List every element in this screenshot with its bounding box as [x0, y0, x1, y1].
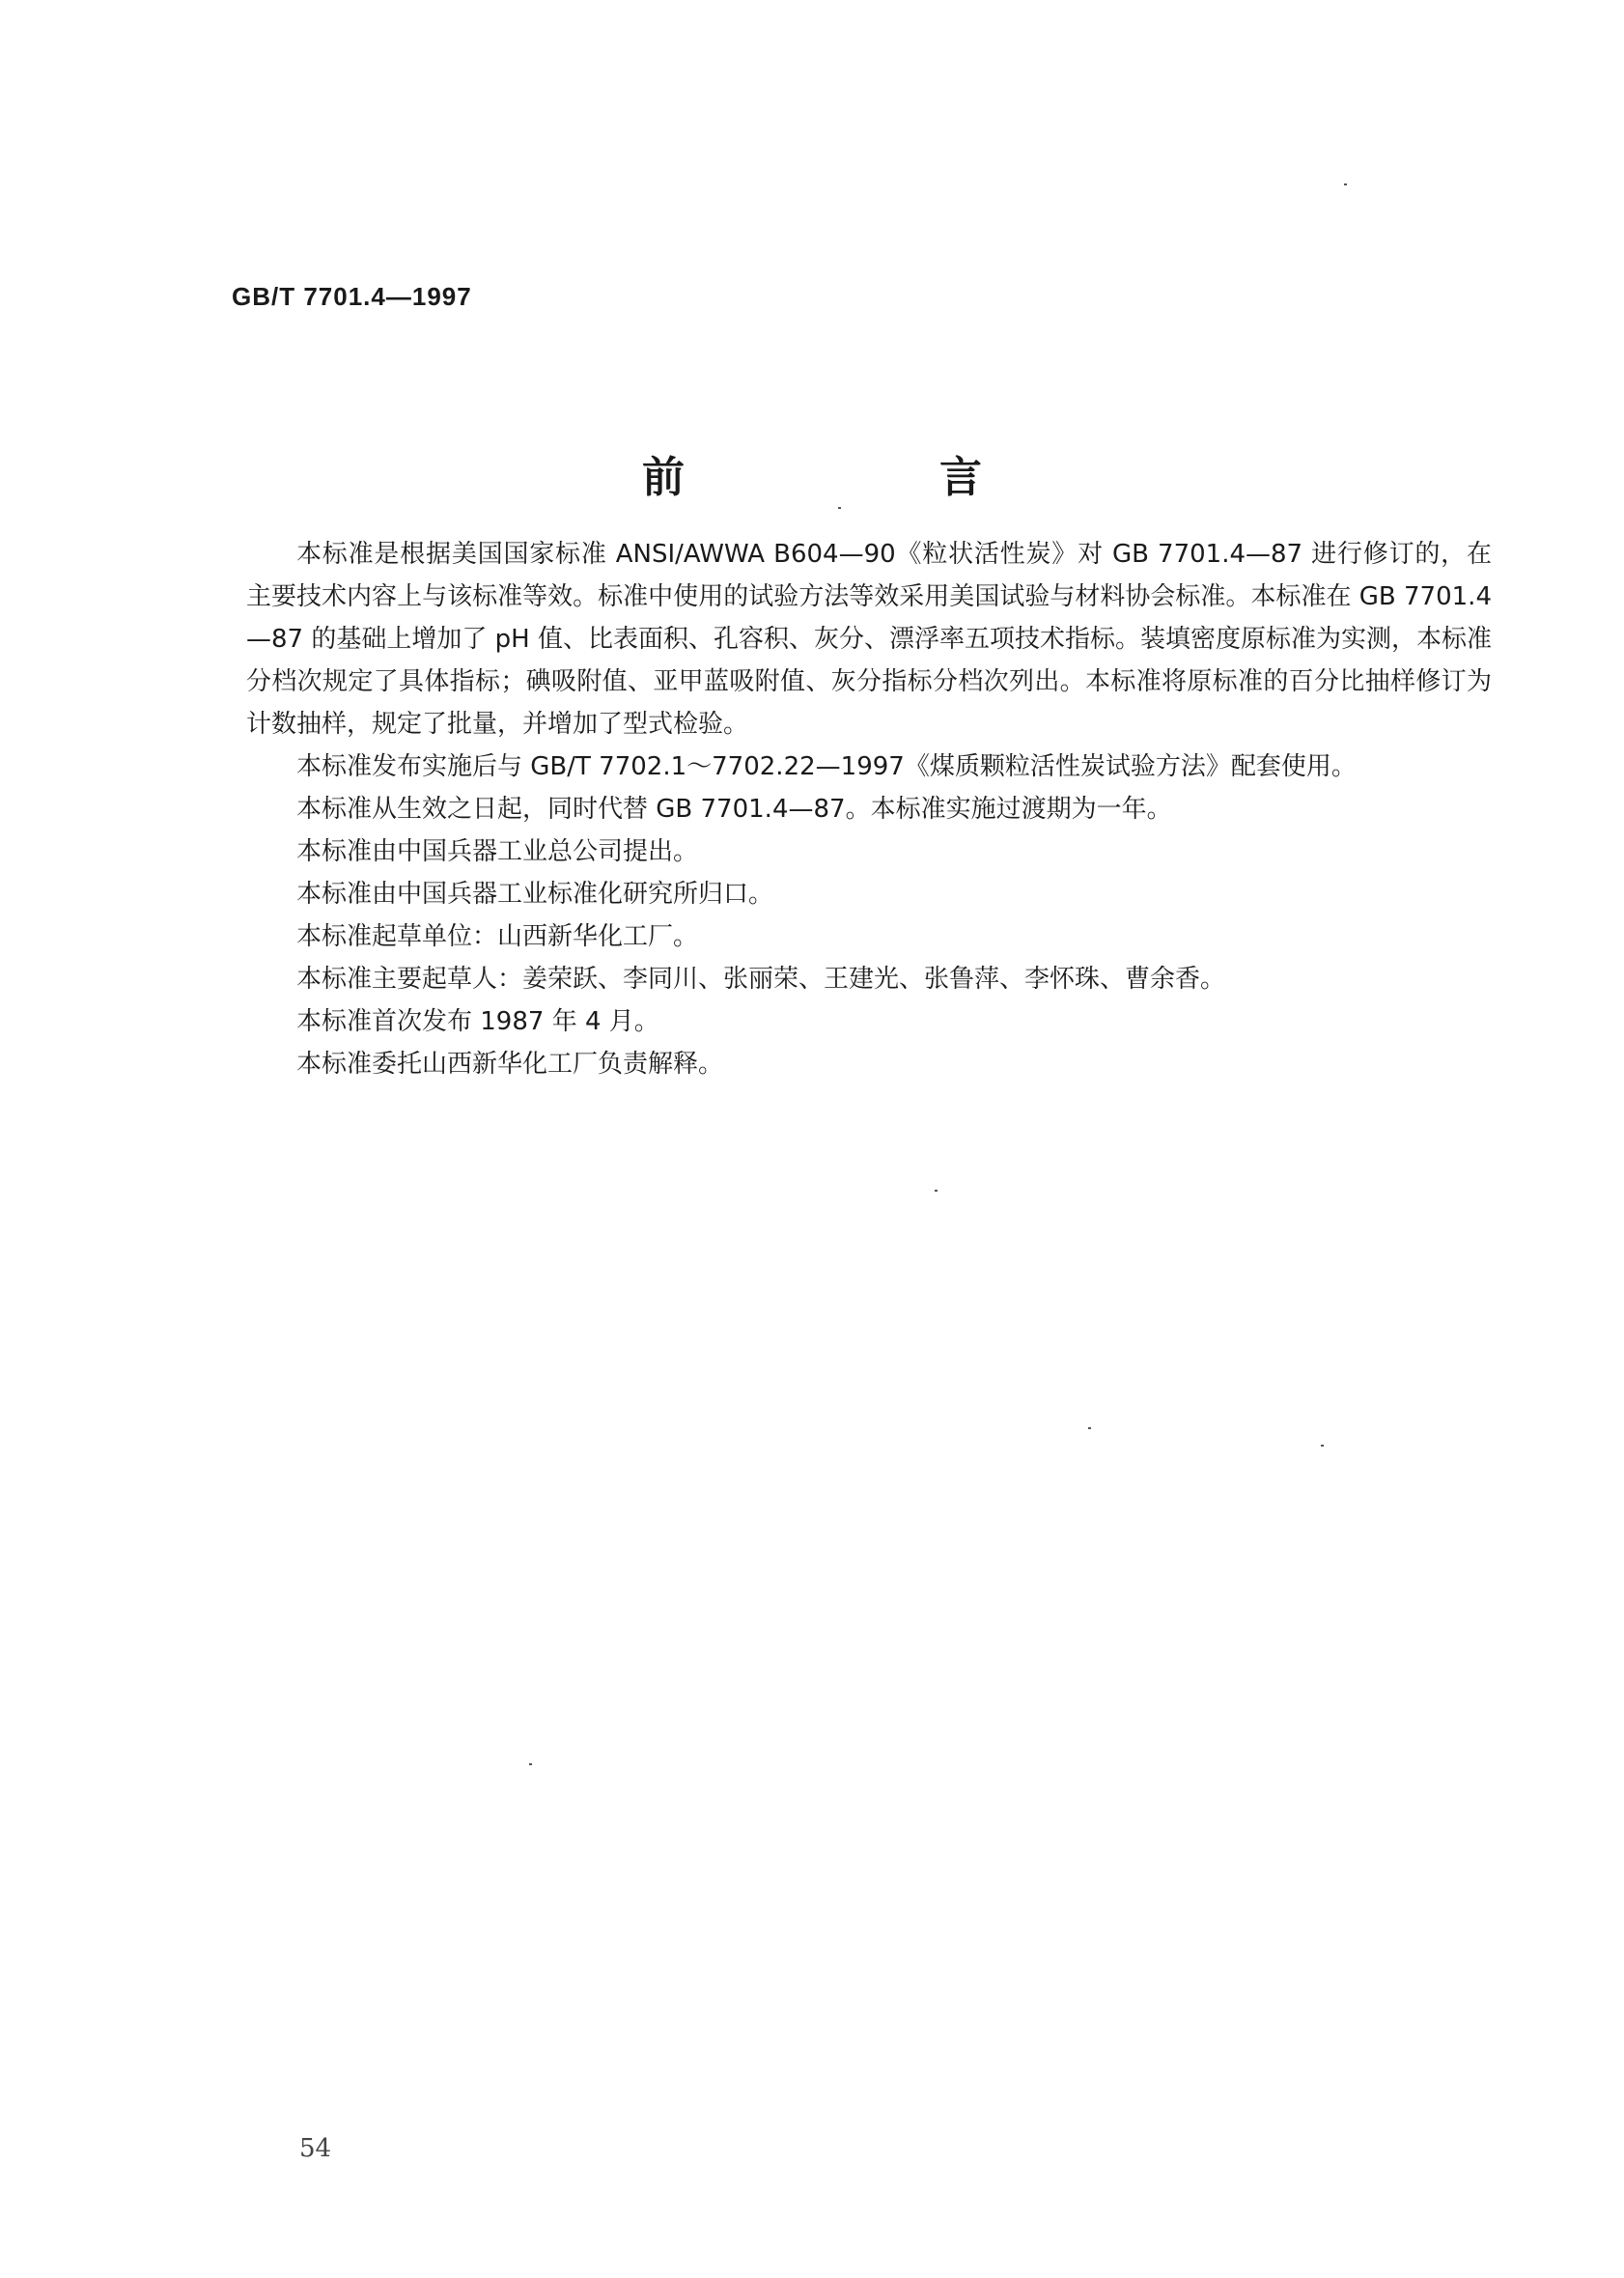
paragraph: 本标准发布实施后与 GB/T 7702.1～7702.22—1997《煤质颗粒活性炭试验方法》配套使用。: [296, 752, 1357, 781]
foreword-body: [246, 533, 1492, 1085]
paragraph: 本标准由中国兵器工业总公司提出。: [296, 837, 699, 866]
scan-speck: [1088, 1427, 1091, 1429]
page-number: 54: [299, 2134, 332, 2163]
scan-speck: [1344, 183, 1347, 185]
paragraph: 本标准主要起草人：姜荣跃、李同川、张丽荣、王建光、张鲁萍、李怀珠、曹余香。: [296, 965, 1226, 994]
paragraph: 本标准由中国兵器工业标准化研究所归口。: [296, 880, 774, 909]
paragraph: 本标准委托山西新华化工厂负责解释。: [296, 1050, 724, 1079]
scan-speck: [529, 1763, 532, 1765]
scan-speck: [1321, 1445, 1324, 1447]
paragraph: 本标准从生效之日起，同时代替 GB 7701.4—87。本标准实施过渡期为一年。: [296, 795, 1172, 824]
scan-speck: [838, 507, 841, 509]
standard-code: GB/T 7701.4—1997: [232, 282, 472, 311]
page-title: 前 言: [642, 453, 1088, 502]
scan-speck: [935, 1190, 938, 1192]
paragraph: 本标准是根据美国国家标准 ANSI/AWWA B604—90《粒状活性炭》对 GB 7701.4—87 进行修订的，在主要技术内容上与该标准等效。标准中使用的试验方法等效采用美国试验与材料协会标准。本标准在 GB 7701.4—87 的基础上增加了 pH 值、比表面积、孔容积、灰分、漂浮率五项技术指标。装填密度原标准为实测，本标准分档次规定了具体指标；碘吸附值、亚甲蓝吸附值、灰分指标分档次列出。本标准将原标准的百分比抽样修订为计数抽样，规定了批量，并增加了型式检验。: [246, 540, 1492, 739]
paragraph: 本标准起草单位：山西新华化工厂。: [296, 922, 699, 951]
paragraph: 本标准首次发布 1987 年 4 月。: [296, 1007, 659, 1036]
